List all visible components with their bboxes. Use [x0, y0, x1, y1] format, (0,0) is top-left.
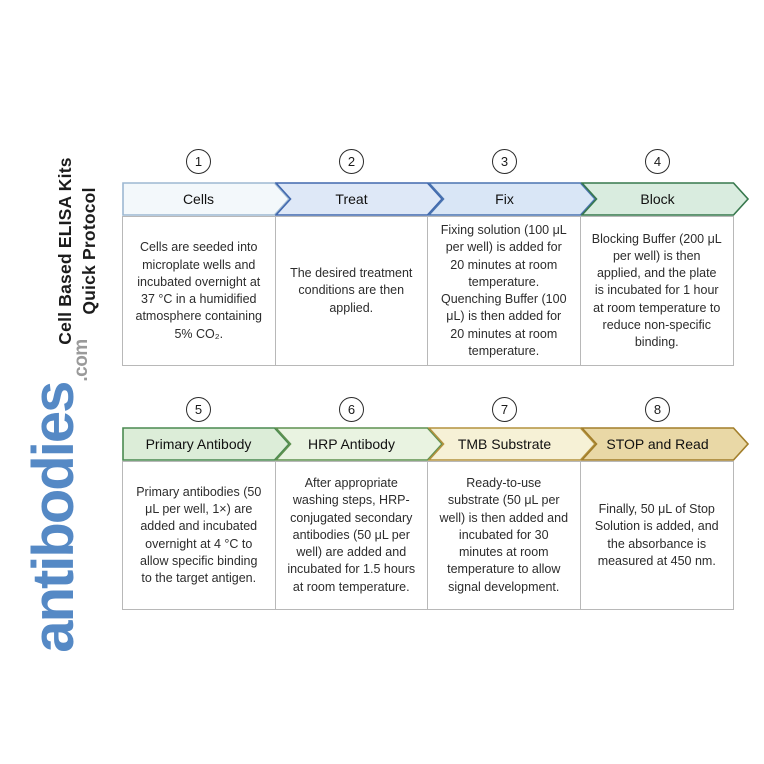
descriptions-row-2: [122, 461, 734, 610]
step-description-7: Ready-to-use substrate (50 μL per well) is then added and incubated for 30 minutes at room temperature to allow signal development.: [428, 462, 581, 609]
step-label-cells: Cells: [182, 191, 215, 207]
step-number-5: 5: [186, 397, 211, 422]
arrow-labels-row-1: [122, 182, 734, 216]
step-description-8: Finally, 50 μL of Stop Solution is added, and the absorbance is measured at 450 nm.: [594, 502, 719, 568]
logo-wordmark: antibodies: [21, 382, 86, 653]
step-description-4: Blocking Buffer (200 μL per well) is then applied, and the plate is incubated for 1 hour at room temperature to reduce non-specific binding.: [591, 231, 722, 350]
step-description-3: Fixing solution (100 μL per well) is added for 20 minutes at room temperature. Quenching Buffer (100 μL) is then added for 20 minutes at room temperature.: [428, 217, 581, 365]
step-description-2: The desired treatment conditions are then applied.: [276, 217, 429, 365]
step-number-1: 1: [186, 149, 211, 174]
arrow-labels-row-2: [122, 427, 734, 461]
step-description-1: Cells are seeded into microplate wells and incubated overnight at 37 °C in a humidified atmosphere containing 5% CO₂.: [123, 217, 276, 365]
title-line-2: Quick Protocol: [78, 187, 99, 315]
logo-domain-suffix: .com: [71, 339, 92, 382]
step-description-6: After appropriate washing steps, HRP-conjugated secondary antibodies (50 μL per well) are added and incubated for 1.5 hours at room temperature.: [276, 462, 429, 609]
step-label-hrp-antibody: HRP Antibody: [308, 436, 395, 452]
step-label-fix: Fix: [495, 191, 514, 207]
descriptions-row-1: [122, 216, 734, 366]
step-description-5: Primary antibodies (50 μL per well, 1×) are added and incubated overnight at 4 °C to allow specific binding to the target antigen.: [123, 462, 276, 609]
step-label-tmb-substrate: TMB Substrate: [457, 436, 552, 452]
step-label-stop-and-read: STOP and Read: [606, 436, 709, 452]
step-number-7: 7: [492, 397, 517, 422]
brand-logo: [21, 339, 107, 653]
step-label-treat: Treat: [335, 191, 368, 207]
vertical-page-title: [54, 145, 104, 357]
step-label-block: Block: [640, 191, 675, 207]
step-number-8: 8: [645, 397, 670, 422]
step-numbers-row-1: [122, 149, 734, 174]
title-line-1: Cell Based ELISA Kits: [55, 157, 75, 345]
step-number-4: 4: [645, 149, 670, 174]
step-number-6: 6: [339, 397, 364, 422]
step-numbers-row-2: [122, 397, 734, 422]
step-label-primary-antibody: Primary Antibody: [145, 436, 252, 452]
step-number-2: 2: [339, 149, 364, 174]
step-number-3: 3: [492, 149, 517, 174]
